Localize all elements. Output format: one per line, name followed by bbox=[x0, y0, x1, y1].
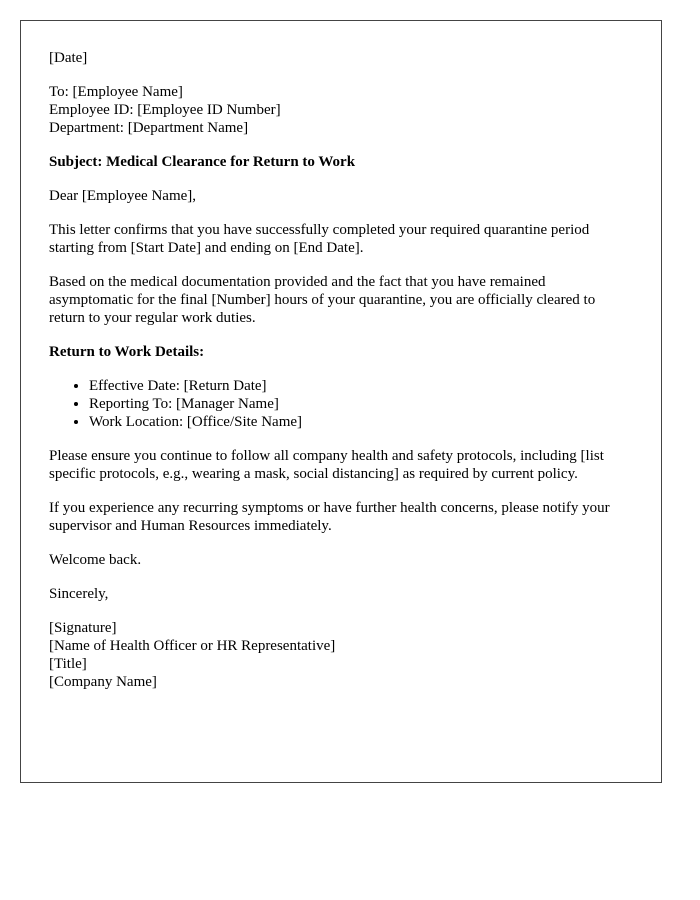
salutation: Dear [Employee Name], bbox=[49, 188, 197, 204]
details-item: • Effective Date: [Return Date] bbox=[89, 377, 633, 395]
signature-block bbox=[49, 619, 633, 691]
details-item: • Reporting To: [Manager Name] bbox=[89, 395, 633, 413]
body-paragraph: This letter confirms that you have successfully completed your required quarantine period starting from [Start Date] and ending on [End Date]. bbox=[49, 222, 590, 256]
closing-paragraph: Please ensure you continue to follow all company health and safety protocols, including [list specific protocols, e.g., wearing a mask, social distancing] as required by current policy. bbox=[49, 448, 604, 482]
closing-paragraph: Welcome back. bbox=[49, 552, 142, 568]
details-heading: Return to Work Details: bbox=[49, 344, 205, 360]
recipient-employee-id: Employee ID: [Employee ID Number] bbox=[49, 102, 281, 118]
closing-paragraph: If you experience any recurring symptoms or have further health concerns, please notify your supervisor and Human Resources immediately. bbox=[49, 500, 610, 534]
letter-date: [Date] bbox=[49, 50, 88, 66]
details-item: • Work Location: [Office/Site Name] bbox=[89, 413, 633, 431]
signer-title: [Title] bbox=[49, 656, 87, 672]
signer-name: [Name of Health Officer or HR Representative] bbox=[49, 638, 336, 654]
letter bbox=[20, 20, 662, 783]
signature: [Signature] bbox=[49, 620, 117, 636]
details-list bbox=[49, 377, 633, 431]
recipient-block bbox=[49, 83, 633, 137]
letter-subject: Subject: Medical Clearance for Return to Work bbox=[49, 154, 356, 170]
recipient-department: Department: [Department Name] bbox=[49, 120, 249, 136]
signoff: Sincerely, bbox=[49, 586, 109, 602]
company-name: [Company Name] bbox=[49, 674, 157, 690]
body-paragraph: Based on the medical documentation provided and the fact that you have remained asymptomatic for the final [Number] hours of your quarantine, you are officially cleared to return to your regular work duties. bbox=[49, 274, 596, 326]
recipient-to: To: [Employee Name] bbox=[49, 84, 183, 100]
